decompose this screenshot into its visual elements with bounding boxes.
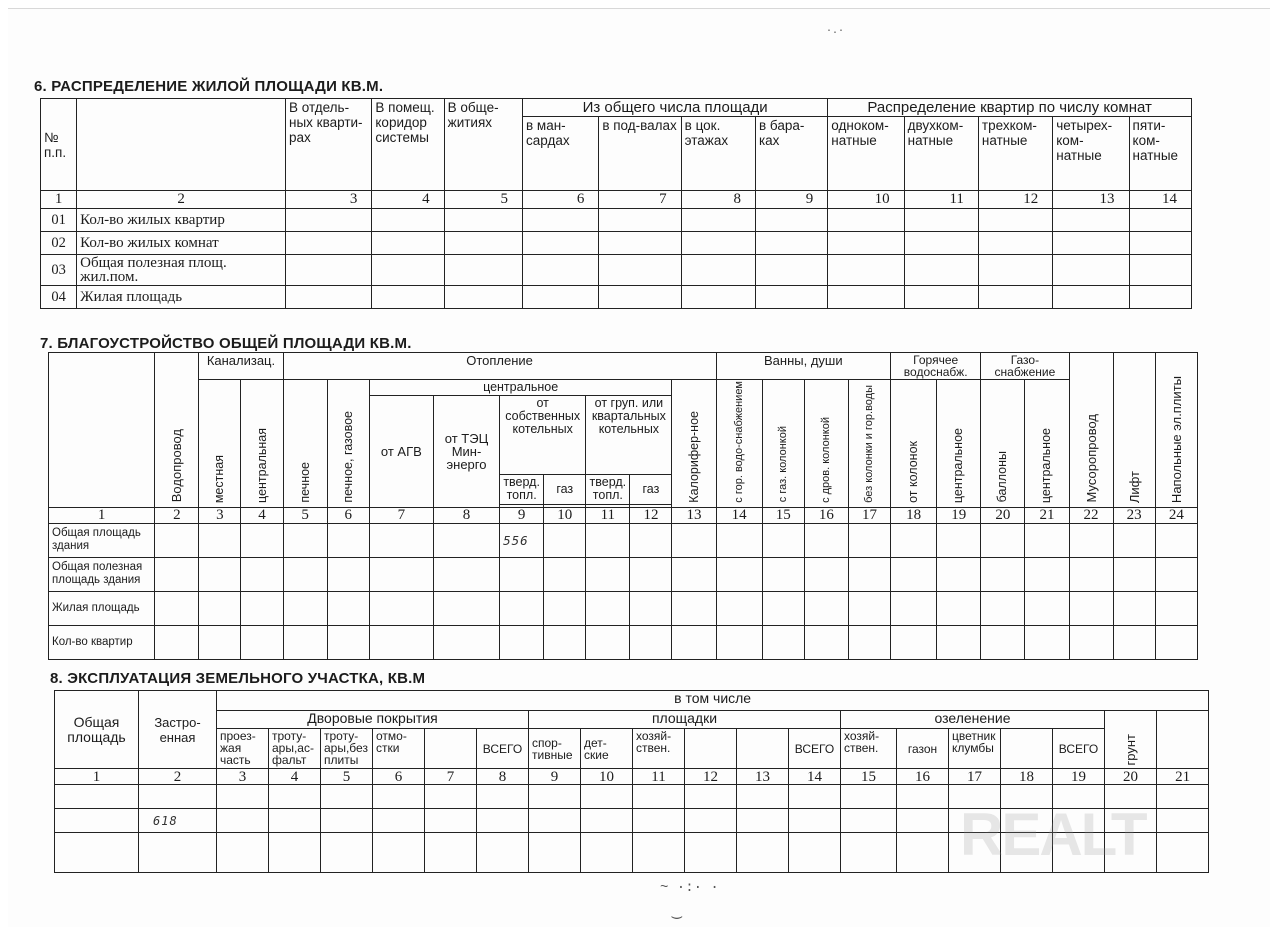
- col-number: 3: [199, 507, 241, 523]
- col-number: 1: [49, 507, 155, 523]
- header-solid-fuel: тверд. топл.: [586, 474, 630, 504]
- col-number: 3: [286, 191, 372, 209]
- col-number: 18: [891, 507, 937, 523]
- header-two-room: двухком-натные: [904, 117, 978, 191]
- col-number: 14: [1129, 191, 1191, 209]
- header-calorifer: Калорифер-ное: [672, 380, 716, 508]
- handwritten-built-value: 618: [139, 809, 217, 833]
- col-number: 13: [1053, 191, 1129, 209]
- col-number: 10: [544, 507, 586, 523]
- col-number: 20: [1105, 769, 1157, 785]
- header-sport: спор-тивные: [529, 729, 581, 769]
- header-from-total: Из общего числа площади: [523, 99, 828, 117]
- col-number: 11: [633, 769, 685, 785]
- col-number: 10: [581, 769, 633, 785]
- header-central-gas: центральное: [1025, 380, 1069, 508]
- header-blank: [77, 99, 286, 191]
- header-barracks: в бара-ках: [755, 117, 827, 191]
- header-areas: площадки: [529, 711, 841, 729]
- col-number: 6: [327, 507, 369, 523]
- col-number: 16: [897, 769, 949, 785]
- header-total-area: Общая площадь: [55, 691, 139, 769]
- header-basement: в под-валах: [599, 117, 681, 191]
- header-group-boilers: от груп. или квартальных котельных: [586, 396, 672, 475]
- header-three-room: трехком-натные: [978, 117, 1052, 191]
- col-number: 12: [685, 769, 737, 785]
- header-hot-supply: с гор. водо-снабжением: [716, 380, 762, 508]
- header-total-green: ВСЕГО: [1053, 729, 1105, 769]
- header-one-room: одноком-натные: [828, 117, 904, 191]
- header-central-hot: центральное: [937, 380, 981, 508]
- header-tec: от ТЭЦ Мин-энерго: [433, 396, 499, 508]
- col-number: 21: [1025, 507, 1069, 523]
- col-number: 14: [716, 507, 762, 523]
- header-by-rooms: Распределение квартир по числу комнат: [828, 99, 1192, 117]
- col-number: 1: [41, 191, 77, 209]
- header-own-boilers: от собственных котельных: [500, 396, 586, 475]
- row-number: 04: [41, 286, 77, 309]
- header-local: местная: [199, 380, 241, 508]
- row-label: Жилая площадь: [77, 286, 286, 309]
- col-number: 14: [789, 769, 841, 785]
- col-number: 19: [1053, 769, 1105, 785]
- col-number: 13: [737, 769, 789, 785]
- col-number: 5: [444, 191, 522, 209]
- header-yard: Дворовые покрытия: [217, 711, 529, 729]
- header-total-yard: ВСЕГО: [477, 729, 529, 769]
- header-flower: цветник клумбы: [949, 729, 1001, 769]
- header-separate: В отдель-ных кварти-рах: [286, 99, 372, 191]
- header-water: Водопровод: [155, 353, 199, 508]
- col-number: 9: [529, 769, 581, 785]
- col-number: 19: [937, 507, 981, 523]
- col-number: 8: [477, 769, 529, 785]
- scan-mark: ‿: [672, 902, 682, 920]
- col-number: 7: [425, 769, 477, 785]
- col-number: 6: [523, 191, 599, 209]
- col-number: 20: [981, 507, 1025, 523]
- header-central-heat: центральное: [369, 380, 672, 396]
- col-number: 2: [139, 769, 217, 785]
- scan-mark: ~ ·:· ·: [660, 880, 719, 896]
- header-from-columns: от колонок: [891, 380, 937, 508]
- section7-title: 7. БЛАГОУСТРОЙСТВО ОБЩЕЙ ПЛОЩАДИ КВ.М.: [40, 335, 412, 352]
- col-number: 21: [1157, 769, 1209, 785]
- table-row: [41, 209, 1192, 232]
- col-number: 9: [500, 507, 544, 523]
- row-label: Общая полезная площадь здания: [49, 557, 155, 591]
- col-number: 8: [433, 507, 499, 523]
- header-hot-water: Горячее водоснабж.: [891, 353, 981, 380]
- header-solid-fuel: тверд. топл.: [500, 474, 544, 504]
- col-number: 23: [1113, 507, 1155, 523]
- header-cylinders: баллоны: [981, 380, 1025, 508]
- col-number: 2: [77, 191, 286, 209]
- row-label: Кол-во жилых квартир: [77, 209, 286, 232]
- header-blank: [1157, 711, 1209, 769]
- row-label: Общая полезная площ. жил.пом.: [77, 255, 286, 286]
- col-number: 18: [1001, 769, 1053, 785]
- header-gas: газ: [630, 474, 672, 504]
- row-number: 01: [41, 209, 77, 232]
- header-five-room: пяти-ком-натные: [1129, 117, 1191, 191]
- col-number: 8: [681, 191, 755, 209]
- col-number: 17: [848, 507, 890, 523]
- handwritten-value: 556: [500, 523, 544, 557]
- header-stove: печное: [283, 380, 327, 508]
- table-row: [41, 286, 1192, 309]
- col-number: 11: [586, 507, 630, 523]
- header-agv: от АГВ: [369, 396, 433, 508]
- watermark-logo: REALT: [960, 801, 1146, 868]
- header-ground: в цок. этажах: [681, 117, 755, 191]
- col-number: 1: [55, 769, 139, 785]
- table-row: [49, 625, 1198, 659]
- col-number: 3: [217, 769, 269, 785]
- row-number: 03: [41, 255, 77, 286]
- scan-speck: ·.·: [826, 26, 845, 37]
- header-four-room: четырех-ком-натные: [1053, 117, 1129, 191]
- header-lawn: газон: [897, 729, 949, 769]
- col-number: 24: [1155, 507, 1197, 523]
- table-row: [41, 255, 1192, 286]
- header-lift: Лифт: [1113, 353, 1155, 508]
- header-blind: отмо-стки: [373, 729, 425, 769]
- table-row: [49, 557, 1198, 591]
- section7-table: [48, 352, 1198, 660]
- header-sidewalk-no: троту-ары,без плиты: [321, 729, 373, 769]
- col-number: 15: [762, 507, 804, 523]
- col-number: 6: [373, 769, 425, 785]
- col-number: 2: [155, 507, 199, 523]
- header-kids: дет-ские: [581, 729, 633, 769]
- header-mansard: в ман-сардах: [523, 117, 599, 191]
- col-number: 17: [949, 769, 1001, 785]
- col-number: 5: [283, 507, 327, 523]
- header-green: озеленение: [841, 711, 1105, 729]
- row-label: Общая площадь здания: [49, 523, 155, 557]
- header-garbage: Мусоропровод: [1069, 353, 1113, 508]
- col-number: 13: [672, 507, 716, 523]
- col-number: 7: [369, 507, 433, 523]
- header-wood-column: с дров. колонкой: [804, 380, 848, 508]
- header-floor-stoves: Напольные эл.плиты: [1155, 353, 1197, 508]
- header-sidewalk-asphalt: троту-ары,ас-фальт: [269, 729, 321, 769]
- header-corridor: В помещ. коридор системы: [372, 99, 444, 191]
- header-no-column: без колонки и гор.воды: [848, 380, 890, 508]
- col-number: 5: [321, 769, 373, 785]
- col-number: 12: [630, 507, 672, 523]
- header-gas: газ: [544, 474, 586, 504]
- header-house: хозяй-ствен.: [633, 729, 685, 769]
- col-number: 10: [828, 191, 904, 209]
- col-number: 7: [599, 191, 681, 209]
- header-central: центральная: [241, 380, 283, 508]
- col-number: 15: [841, 769, 897, 785]
- header-drive: проез-жая часть: [217, 729, 269, 769]
- header-gas-column: с газ. колонкой: [762, 380, 804, 508]
- col-number: 12: [978, 191, 1052, 209]
- header-heating: Отопление: [283, 353, 716, 380]
- row-label: Кол-во жилых комнат: [77, 232, 286, 255]
- col-number: 16: [804, 507, 848, 523]
- col-number: 4: [269, 769, 321, 785]
- section6-title: 6. РАСПРЕДЕЛЕНИЕ ЖИЛОЙ ПЛОЩАДИ КВ.М.: [34, 78, 384, 95]
- table-row: [41, 232, 1192, 255]
- header-stove-gas: печное, газовое: [327, 380, 369, 508]
- section8-title: 8. ЭКСПЛУАТАЦИЯ ЗЕМЕЛЬНОГО УЧАСТКА, КВ.М: [50, 670, 426, 687]
- row-number: 02: [41, 232, 77, 255]
- header-np: № п.п.: [41, 99, 77, 191]
- col-number: 4: [241, 507, 283, 523]
- row-label: Кол-во квартир: [49, 625, 155, 659]
- section6-table: [40, 98, 1192, 309]
- header-built: Застро-енная: [139, 691, 217, 769]
- header-total-areas: ВСЕГО: [789, 729, 841, 769]
- header-gas-supply: Газо-снабжение: [981, 353, 1069, 380]
- table-row: [49, 523, 1198, 557]
- header-soil: грунт: [1105, 711, 1157, 769]
- header-dorm: В обще-житиях: [444, 99, 522, 191]
- row-label: Жилая площадь: [49, 591, 155, 625]
- header-baths: Ванны, души: [716, 353, 890, 380]
- table-row: [49, 591, 1198, 625]
- col-number: 4: [372, 191, 444, 209]
- header-including: в том числе: [217, 691, 1209, 711]
- header-sewer: Канализац.: [199, 353, 283, 380]
- col-number: 9: [755, 191, 827, 209]
- header-blank: [49, 353, 155, 508]
- header-house2: хозяй-ствен.: [841, 729, 897, 769]
- col-number: 11: [904, 191, 978, 209]
- col-number: 22: [1069, 507, 1113, 523]
